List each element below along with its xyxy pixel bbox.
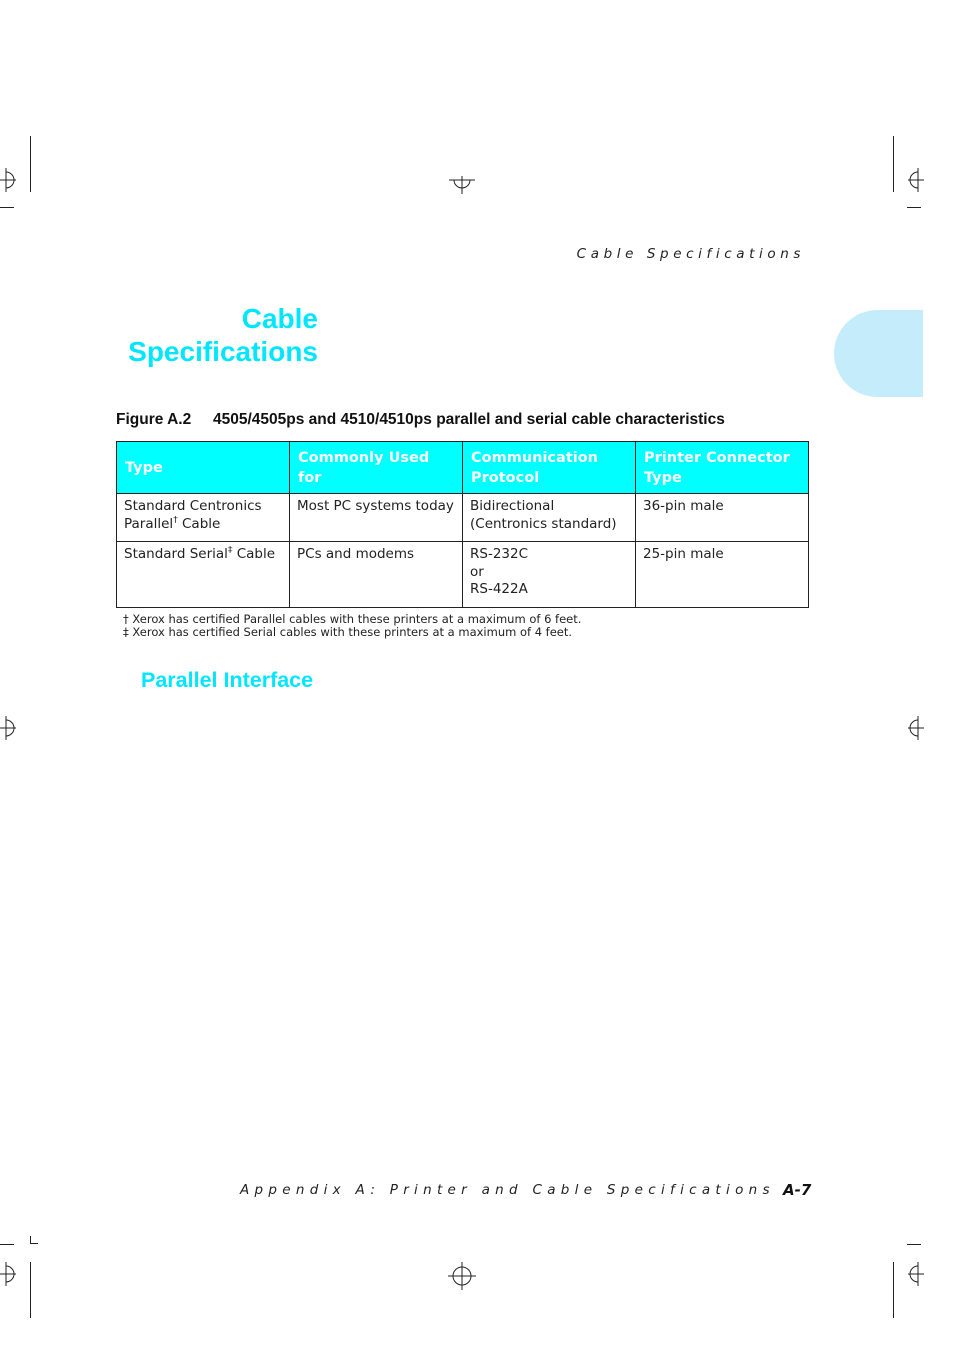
running-head: Cable Specifications <box>576 246 805 262</box>
table-cell: PCs and modems <box>290 542 463 608</box>
footnote-mark: † <box>173 515 178 525</box>
cell-text: Bidirectional <box>470 498 555 514</box>
page-number: A-7 <box>783 1181 812 1199</box>
page-title-line: Specifications <box>128 336 318 367</box>
cell-text: (Centronics standard) <box>470 515 617 532</box>
cell-text: Standard Centronics <box>124 498 262 514</box>
column-header: Type <box>117 442 290 494</box>
table-cell <box>117 494 290 542</box>
registration-mark-icon <box>448 1262 476 1290</box>
cell-text <box>124 546 282 564</box>
column-header: Printer Connector Type <box>636 442 809 494</box>
registration-mark-icon <box>906 168 924 192</box>
cell-text: Standard Serial <box>124 546 228 562</box>
table-cell <box>463 542 636 608</box>
table-cell: Most PC systems today <box>290 494 463 542</box>
table-row <box>117 542 809 608</box>
page-title <box>100 302 318 368</box>
chapter-tab-marker <box>834 310 923 397</box>
registration-mark-icon <box>0 716 16 740</box>
table-cell: 36-pin male <box>636 494 809 542</box>
registration-mark-icon <box>906 1262 924 1286</box>
table-cell <box>117 542 290 608</box>
table-cell: 25-pin male <box>636 542 809 608</box>
cell-text: Cable <box>177 515 221 532</box>
table-row <box>117 494 809 542</box>
table-header-row <box>117 442 809 494</box>
cell-text: RS-232C <box>470 546 529 562</box>
registration-mark-icon <box>0 168 16 192</box>
footer-text: Appendix A: Printer and Cable Specifications <box>240 1182 775 1198</box>
registration-mark-icon <box>449 176 475 194</box>
registration-mark-icon <box>0 1262 16 1286</box>
cell-text: Parallel <box>124 515 174 532</box>
cell-text <box>124 516 282 534</box>
figure-caption <box>116 411 725 429</box>
column-header: Commonly Used for <box>290 442 463 494</box>
page-title-line: Cable <box>241 303 318 334</box>
cell-text: RS-422A <box>470 581 528 597</box>
footnote-mark: ‡ <box>227 545 233 556</box>
table-cell <box>463 494 636 542</box>
column-header: Communication Protocol <box>463 442 636 494</box>
registration-mark-icon <box>906 716 924 740</box>
section-heading: Parallel Interface <box>141 668 314 692</box>
cell-text: Cable <box>232 546 276 562</box>
figure-caption-text: 4505/4505ps and 4510/4510ps parallel and serial cable characteristics <box>213 411 725 428</box>
cell-text: or <box>470 563 484 580</box>
footnote: † Xerox has certified Parallel cables with these printers at a maximum of 6 feet. <box>123 612 582 626</box>
footnote: ‡ Xerox has certified Serial cables with these printers at a maximum of 4 feet. <box>123 625 573 639</box>
cable-spec-table <box>116 441 809 608</box>
figure-label: Figure A.2 <box>116 411 192 428</box>
